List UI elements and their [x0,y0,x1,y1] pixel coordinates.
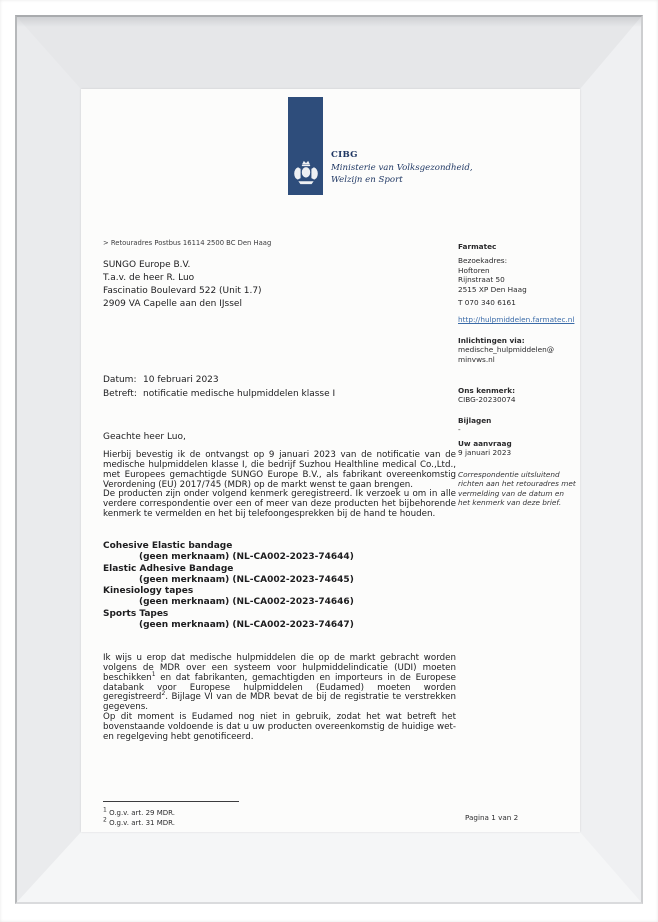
attachments-label: Bijlagen [458,415,492,425]
visit-address-label: Bezoekadres: [458,256,508,266]
logo-org-name: CIBG [331,150,358,160]
phone-number: T 070 340 6161 [458,298,516,308]
body-block-2 [103,654,456,743]
footnote-number: 2 [103,816,107,824]
dutch-coat-of-arms-icon [292,158,320,188]
page-number: Pagina 1 van 2 [465,813,519,822]
visit-address-line: 2515 XP Den Haag [458,284,527,294]
letter-meta [103,374,335,401]
mat-top-shadow [17,17,641,27]
product-name: Kinesiology tapes [103,586,194,597]
contact-email-line: medische_hulpmiddelen@ [458,345,555,355]
recipient-line: 2909 VA Capelle aan den IJssel [103,299,242,309]
salutation: Geachte heer Luo, [103,432,186,442]
reference-label: Ons kenmerk: [458,386,516,396]
list-item [103,609,354,632]
paragraph-text: Ik wijs u erop dat medische hulpmiddelen die op de markt gebracht worden volgens de MDR over een systeem voor hulpmiddelindicatie (UDI) moeten beschikken [103,653,456,683]
website-link-wrap [458,315,577,324]
date-row [103,374,335,388]
request-label: Uw aanvraag [458,438,512,448]
return-address: > Retouradres Postbus 16114 2500 BC Den Haag [103,239,272,247]
footnote-number: 1 [103,806,107,814]
recipient-line: T.a.v. de heer R. Luo [103,273,195,283]
contact-info-label: Inlichtingen via: [458,335,525,345]
body-block-1 [103,451,456,520]
date-value: 10 februari 2023 [143,375,219,385]
product-list [103,541,354,631]
product-registration: (geen merknaam) (NL-CA002-2023-74647) [139,620,354,631]
contact-info [458,336,577,364]
body-paragraph-1b: De producten zijn onder volgend kenmerk geregistreerd. Ik verzoek u om in alle verdere correspondentie over een of meer van deze producten het bijbehorende kenmerk te vermelden en het bij telefoongesprekken bij de hand te houden. [103,489,456,520]
subject-row [103,388,335,402]
recipient-line: SUNGO Europe B.V. [103,260,191,270]
date-label: Datum: [103,375,137,385]
subject-label: Betreft: [103,388,137,399]
product-registration: (geen merknaam) (NL-CA002-2023-74644) [139,552,354,563]
product-registration: (geen merknaam) (NL-CA002-2023-74645) [139,574,354,585]
ministry-logo-text [331,149,473,187]
reference-value: CIBG-20230074 [458,395,516,405]
visit-address [458,256,577,294]
visit-address-line: Rijnstraat 50 [458,275,505,285]
list-item [103,586,354,609]
paragraph-text: . Bijlage VI van de MDR bevat de bij de registratie te verstrekken gegevens. [103,692,456,713]
our-reference [458,386,577,405]
request-value: 9 januari 2023 [458,448,512,458]
footnote-divider [103,801,239,802]
attachments [458,416,577,435]
footnote-text: O.g.v. art. 31 MDR. [109,819,175,827]
footnotes [103,808,175,828]
correspondence-note: Correspondentie uitsluitend richten aan het retouradres met vermelding van de datum en het kenmerk van deze brief. [458,469,576,508]
logo-ministry-line2: Welzijn en Sport [331,175,403,185]
contact-email-line: minvws.nl [458,354,495,364]
product-name: Cohesive Elastic bandage [103,541,233,551]
logo-ministry-line1: Ministerie van Volksgezondheid, [331,162,473,173]
footnote [103,818,175,828]
website-link[interactable]: http://hulpmiddelen.farmatec.nl [458,315,575,325]
subject-value: notificatie medische hulpmiddelen klasse I [143,388,336,399]
letter-page [81,89,580,832]
attachments-value: - [458,425,461,435]
recipient-address [103,259,262,311]
body-paragraph-1a: Hierbij bevestig ik de ontvangst op 9 januari 2023 van de notificatie van de medische hulpmiddelen klasse I, die bedrijf Suzhou Healthline medical Co.,Ltd., met Europees gemachtigde SUNGO Europe B.V., als fabrikant overeenkomstig Verordening (EU) 2017/745 (MDR) op de markt wenst te gaan brengen. [103,450,456,490]
department-name: Farmatec [458,242,497,251]
product-name: Elastic Adhesive Bandage [103,563,234,574]
list-item [103,564,354,587]
body-paragraph-3: Op dit moment is Eudamed nog niet in gebruik, zodat het wat betreft het bovenstaande voldoende is dat u uw producten overeenkomstig de huidige wet- en regelgeving hebt genotificeerd. [103,712,456,742]
paragraph-text: en dat fabrikanten, gemachtigden en importeurs in de Europese databank voor Europese hulpmiddelen (Eudamed) moeten worden geregistreerd [103,672,456,703]
your-request [458,439,577,458]
footnote [103,808,175,818]
visit-address-line: Hoftoren [458,265,490,275]
body-paragraph-2 [103,654,456,713]
recipient-line: Fascinatio Boulevard 522 (Unit 1.7) [103,286,262,296]
product-name: Sports Tapes [103,608,169,619]
ministry-logo-banner [288,97,323,195]
list-item [103,541,354,564]
product-registration: (geen merknaam) (NL-CA002-2023-74646) [139,597,354,608]
letterhead-sidebar [458,242,577,508]
footnote-marker: 1 [151,670,156,678]
footnote-text: O.g.v. art. 29 MDR. [109,809,175,817]
footnote-marker: 2 [161,690,166,698]
